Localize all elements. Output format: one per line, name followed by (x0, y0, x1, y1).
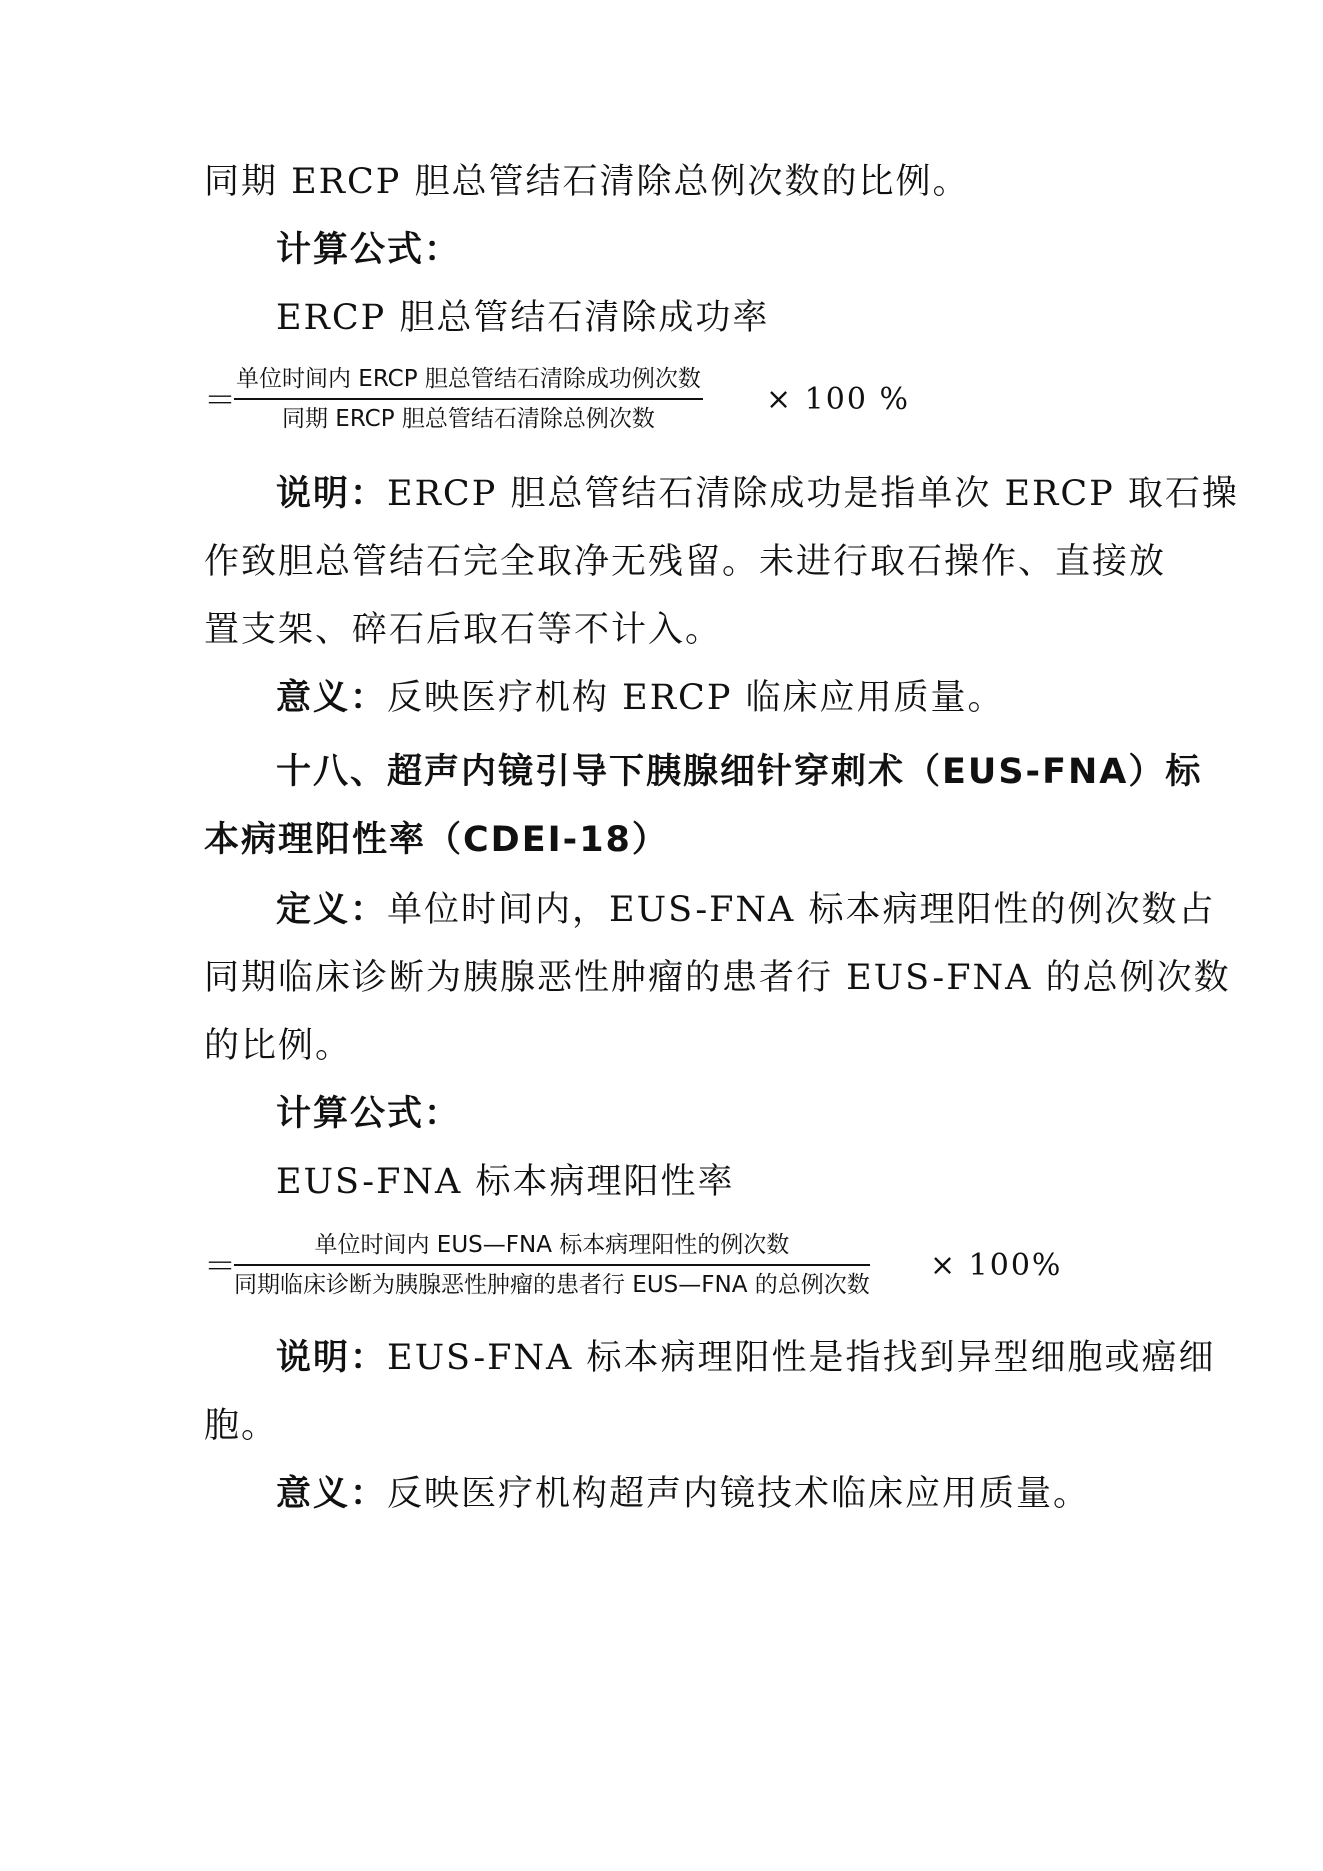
fraction-denominator: 同期 ERCP 胆总管结石清除总例次数 (282, 406, 655, 432)
times-hundred-percent: × 100 % (766, 382, 910, 417)
formula-heading: 计算公式： (276, 230, 462, 270)
label-explanation: 说明： (276, 474, 388, 514)
formula-title: EUS-FNA 标本病理阳性率 (276, 1162, 735, 1202)
formula-heading: 计算公式： (276, 1094, 462, 1134)
paragraph-line: 胞。 (204, 1406, 279, 1446)
paragraph-line: 置支架、碎石后取石等不计入。 (204, 610, 723, 650)
section-heading: 本病理阳性率（CDEI-18） (204, 820, 669, 860)
label-explanation: 说明： (276, 1338, 388, 1378)
paragraph-line: 说明：EUS-FNA 标本病理阳性是指找到异型细胞或癌细 (276, 1338, 1216, 1378)
paragraph-line: 说明：ERCP 胆总管结石清除成功是指单次 ERCP 取石操 (276, 474, 1239, 514)
paragraph-line: 意义：反映医疗机构 ERCP 临床应用质量。 (276, 678, 1005, 718)
equals-sign: ＝ (204, 381, 237, 419)
label-significance: 意义： (276, 678, 388, 718)
times-hundred-percent: × 100% (930, 1248, 1063, 1283)
fraction-numerator: 单位时间内 ERCP 胆总管结石清除成功例次数 (234, 362, 703, 400)
fraction-denominator: 同期临床诊断为胰腺恶性肿瘤的患者行 EUS—FNA 的总例次数 (234, 1272, 870, 1298)
equals-sign: ＝ (204, 1247, 237, 1285)
paragraph-line: 的比例。 (204, 1026, 353, 1066)
paragraph-line: 意义：反映医疗机构超声内镜技术临床应用质量。 (276, 1474, 1091, 1514)
paragraph-line: 定义：单位时间内，EUS-FNA 标本病理阳性的例次数占 (276, 890, 1216, 930)
section-heading: 十八、超声内镜引导下胰腺细针穿刺术（EUS-FNA）标 (276, 752, 1203, 792)
formula-title: ERCP 胆总管结石清除成功率 (276, 298, 770, 338)
label-significance: 意义： (276, 1474, 388, 1514)
fraction (234, 362, 703, 436)
label-definition: 定义： (276, 890, 388, 930)
paragraph-line: 作致胆总管结石完全取净无残留。未进行取石操作、直接放 (204, 542, 1167, 582)
fraction-numerator: 单位时间内 EUS—FNA 标本病理阳性的例次数 (234, 1228, 870, 1266)
paragraph-line: 同期临床诊断为胰腺恶性肿瘤的患者行 EUS-FNA 的总例次数 (204, 958, 1231, 998)
paragraph-line: 同期 ERCP 胆总管结石清除总例次数的比例。 (204, 162, 970, 202)
fraction (234, 1228, 870, 1302)
